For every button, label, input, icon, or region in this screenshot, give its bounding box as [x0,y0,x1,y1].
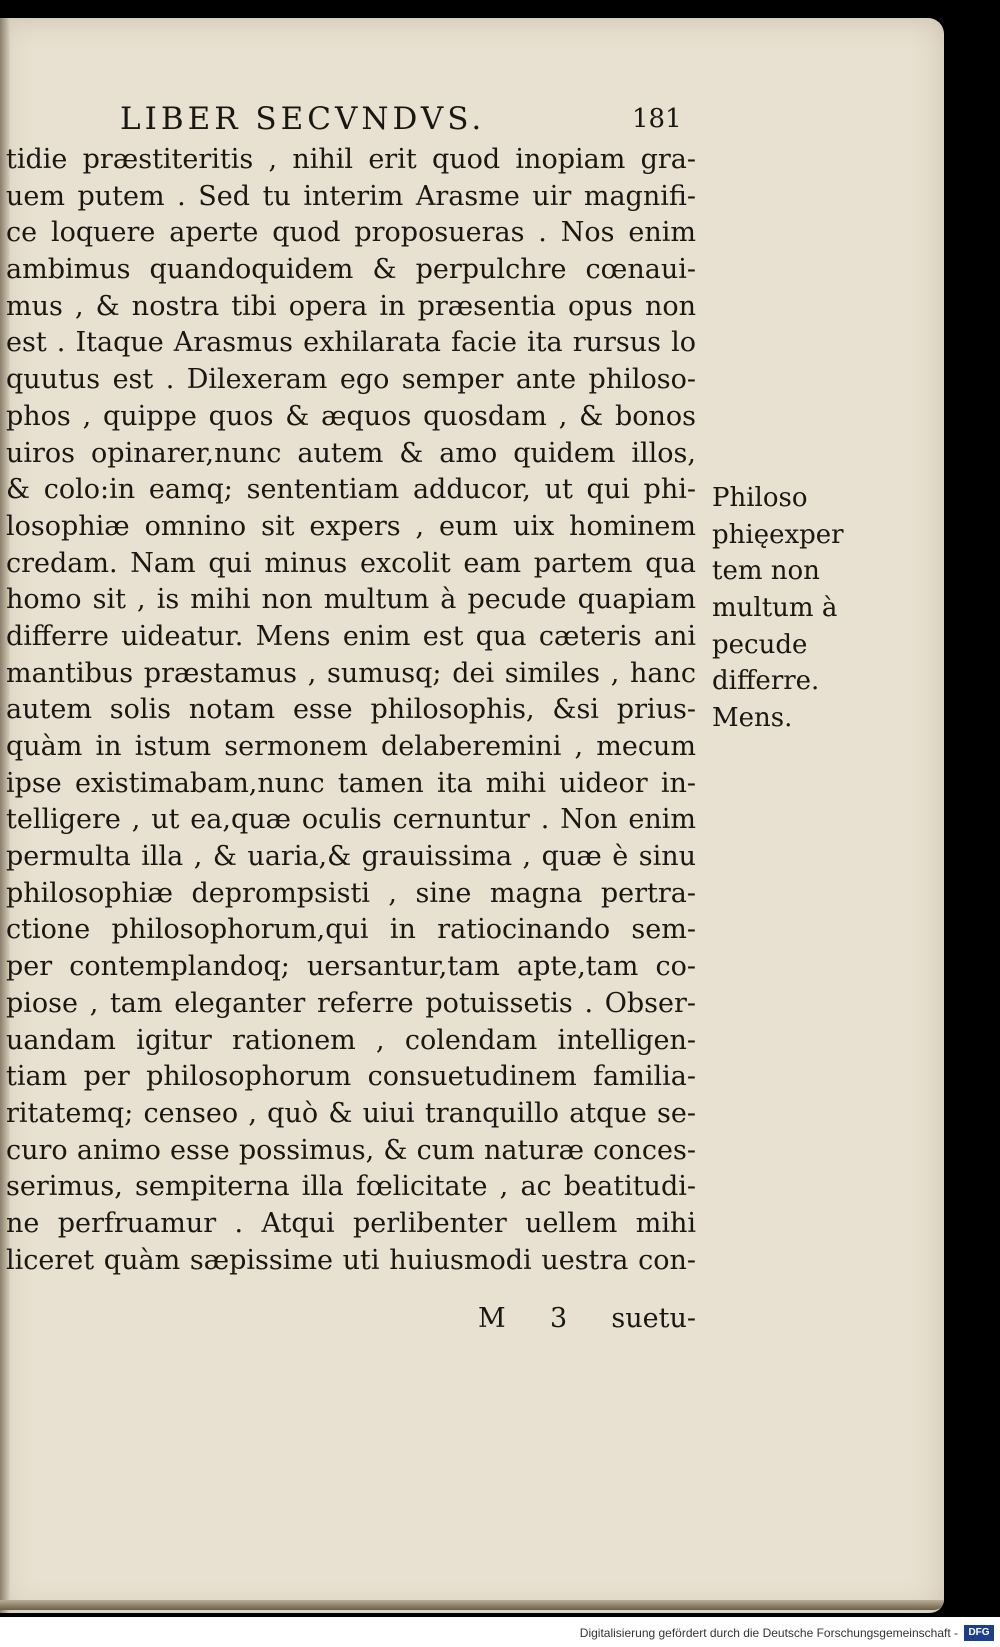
funding-credit: Digitalisierung gefördert durch die Deutsche Forschungsgemeinschaft - [579,1626,958,1640]
signature-catchword-line [478,1300,696,1338]
text-line: liceret quàm sæpissime uti huiusmodi uestra con- [6,1244,696,1276]
text-line: ipse existimabam,nunc tamen ita mihi uideor in- [6,767,696,799]
text-line: ambimus quandoquidem & perpulchre cœnaui- [6,254,696,286]
marginal-note-line: differre. [712,666,820,697]
page-number: 181 [632,104,682,134]
marginal-note-line: Mens. [712,703,793,734]
main-text-block [6,142,696,1279]
text-line: ctione philosophorum,qui in ratiocinando sem- [6,914,696,946]
text-line: phos , quippe quos & æquos quosdam , & bonos [6,400,696,432]
text-line: losophiæ omnino sit expers , eum uix hominem [6,510,696,542]
marginal-note-line: phięexper [712,519,844,550]
text-line: quàm in istum sermonem delaberemini , mecum [6,731,696,762]
text-line: uiros opinarer,nunc autem & amo quidem illos, [6,437,696,469]
text-line: est . Itaque Arasmus exhilarata facie ita rursus lo [6,327,696,359]
running-head [120,98,690,140]
text-line: per contemplandoq; uersantur,tam apte,tam co- [6,951,696,983]
text-line: telligere , ut ea,quæ oculis cernuntur . Non enim [6,804,696,836]
marginal-note-line: Philoso [712,483,808,513]
marginal-note [712,480,872,737]
text-line: philosophiæ deprompsisti , sine magna pertra- [6,877,696,909]
text-line: homo sit , is mihi non multum à pecude quapiam [6,584,696,616]
text-line: & colo:in eamq; sententiam adducor, ut qui phi- [6,474,696,506]
text-line: tidie præstiteritis , nihil erit quod inopiam gra- [6,144,696,175]
marginal-note-line: multum à [712,593,838,624]
marginal-note-line: tem non [712,556,820,587]
text-line: serimus, sempiterna illa fœlicitate , ac beatitudi- [6,1171,696,1203]
signature-letter: M [478,1303,506,1334]
text-line: mus , & nostra tibi opera in præsentia opus non [6,290,696,322]
dfg-logo: DFG [964,1625,994,1641]
text-line: differre uideatur. Mens enim est qua cæteris ani [6,620,696,652]
text-line: quutus est . Dilexeram ego semper ante philoso- [6,364,696,396]
text-line: ne perfruamur . Atqui perlibenter uellem mihi [6,1207,696,1239]
digitization-footer [0,1617,1000,1647]
running-head-title: LIBER SECVNDVS. [120,101,486,137]
text-line: credam. Nam qui minus excolit eam partem qua [6,547,696,579]
text-line: permulta illa , & uaria,& grauissima , quæ è sinu [6,841,696,873]
text-line: autem solis notam esse philosophis, &si prius- [6,694,696,726]
text-line: ritatemq; censeo , quò & uiui tranquillo atque se- [6,1097,696,1129]
text-line: uem putem . Sed tu interim Arasme uir magnifi- [6,180,696,212]
text-line: piose , tam eleganter referre potuissetis . Obser- [6,987,696,1019]
marginal-note-line: pecude [712,629,808,660]
text-line: tiam per philosophorum consuetudinem familia- [6,1061,696,1093]
signature-number: 3 [549,1303,568,1334]
text-line: uandam igitur rationem , colendam intelligen- [6,1024,696,1056]
page-bottom-edge [0,1600,944,1610]
text-line: curo animo esse possimus, & cum naturæ conces- [6,1134,696,1166]
text-line: ce loquere aperte quod proposueras . Nos enim [6,217,696,249]
text-line: mantibus præstamus , sumusq; dei similes , hanc [6,657,696,689]
catchword: suetu- [611,1303,696,1334]
